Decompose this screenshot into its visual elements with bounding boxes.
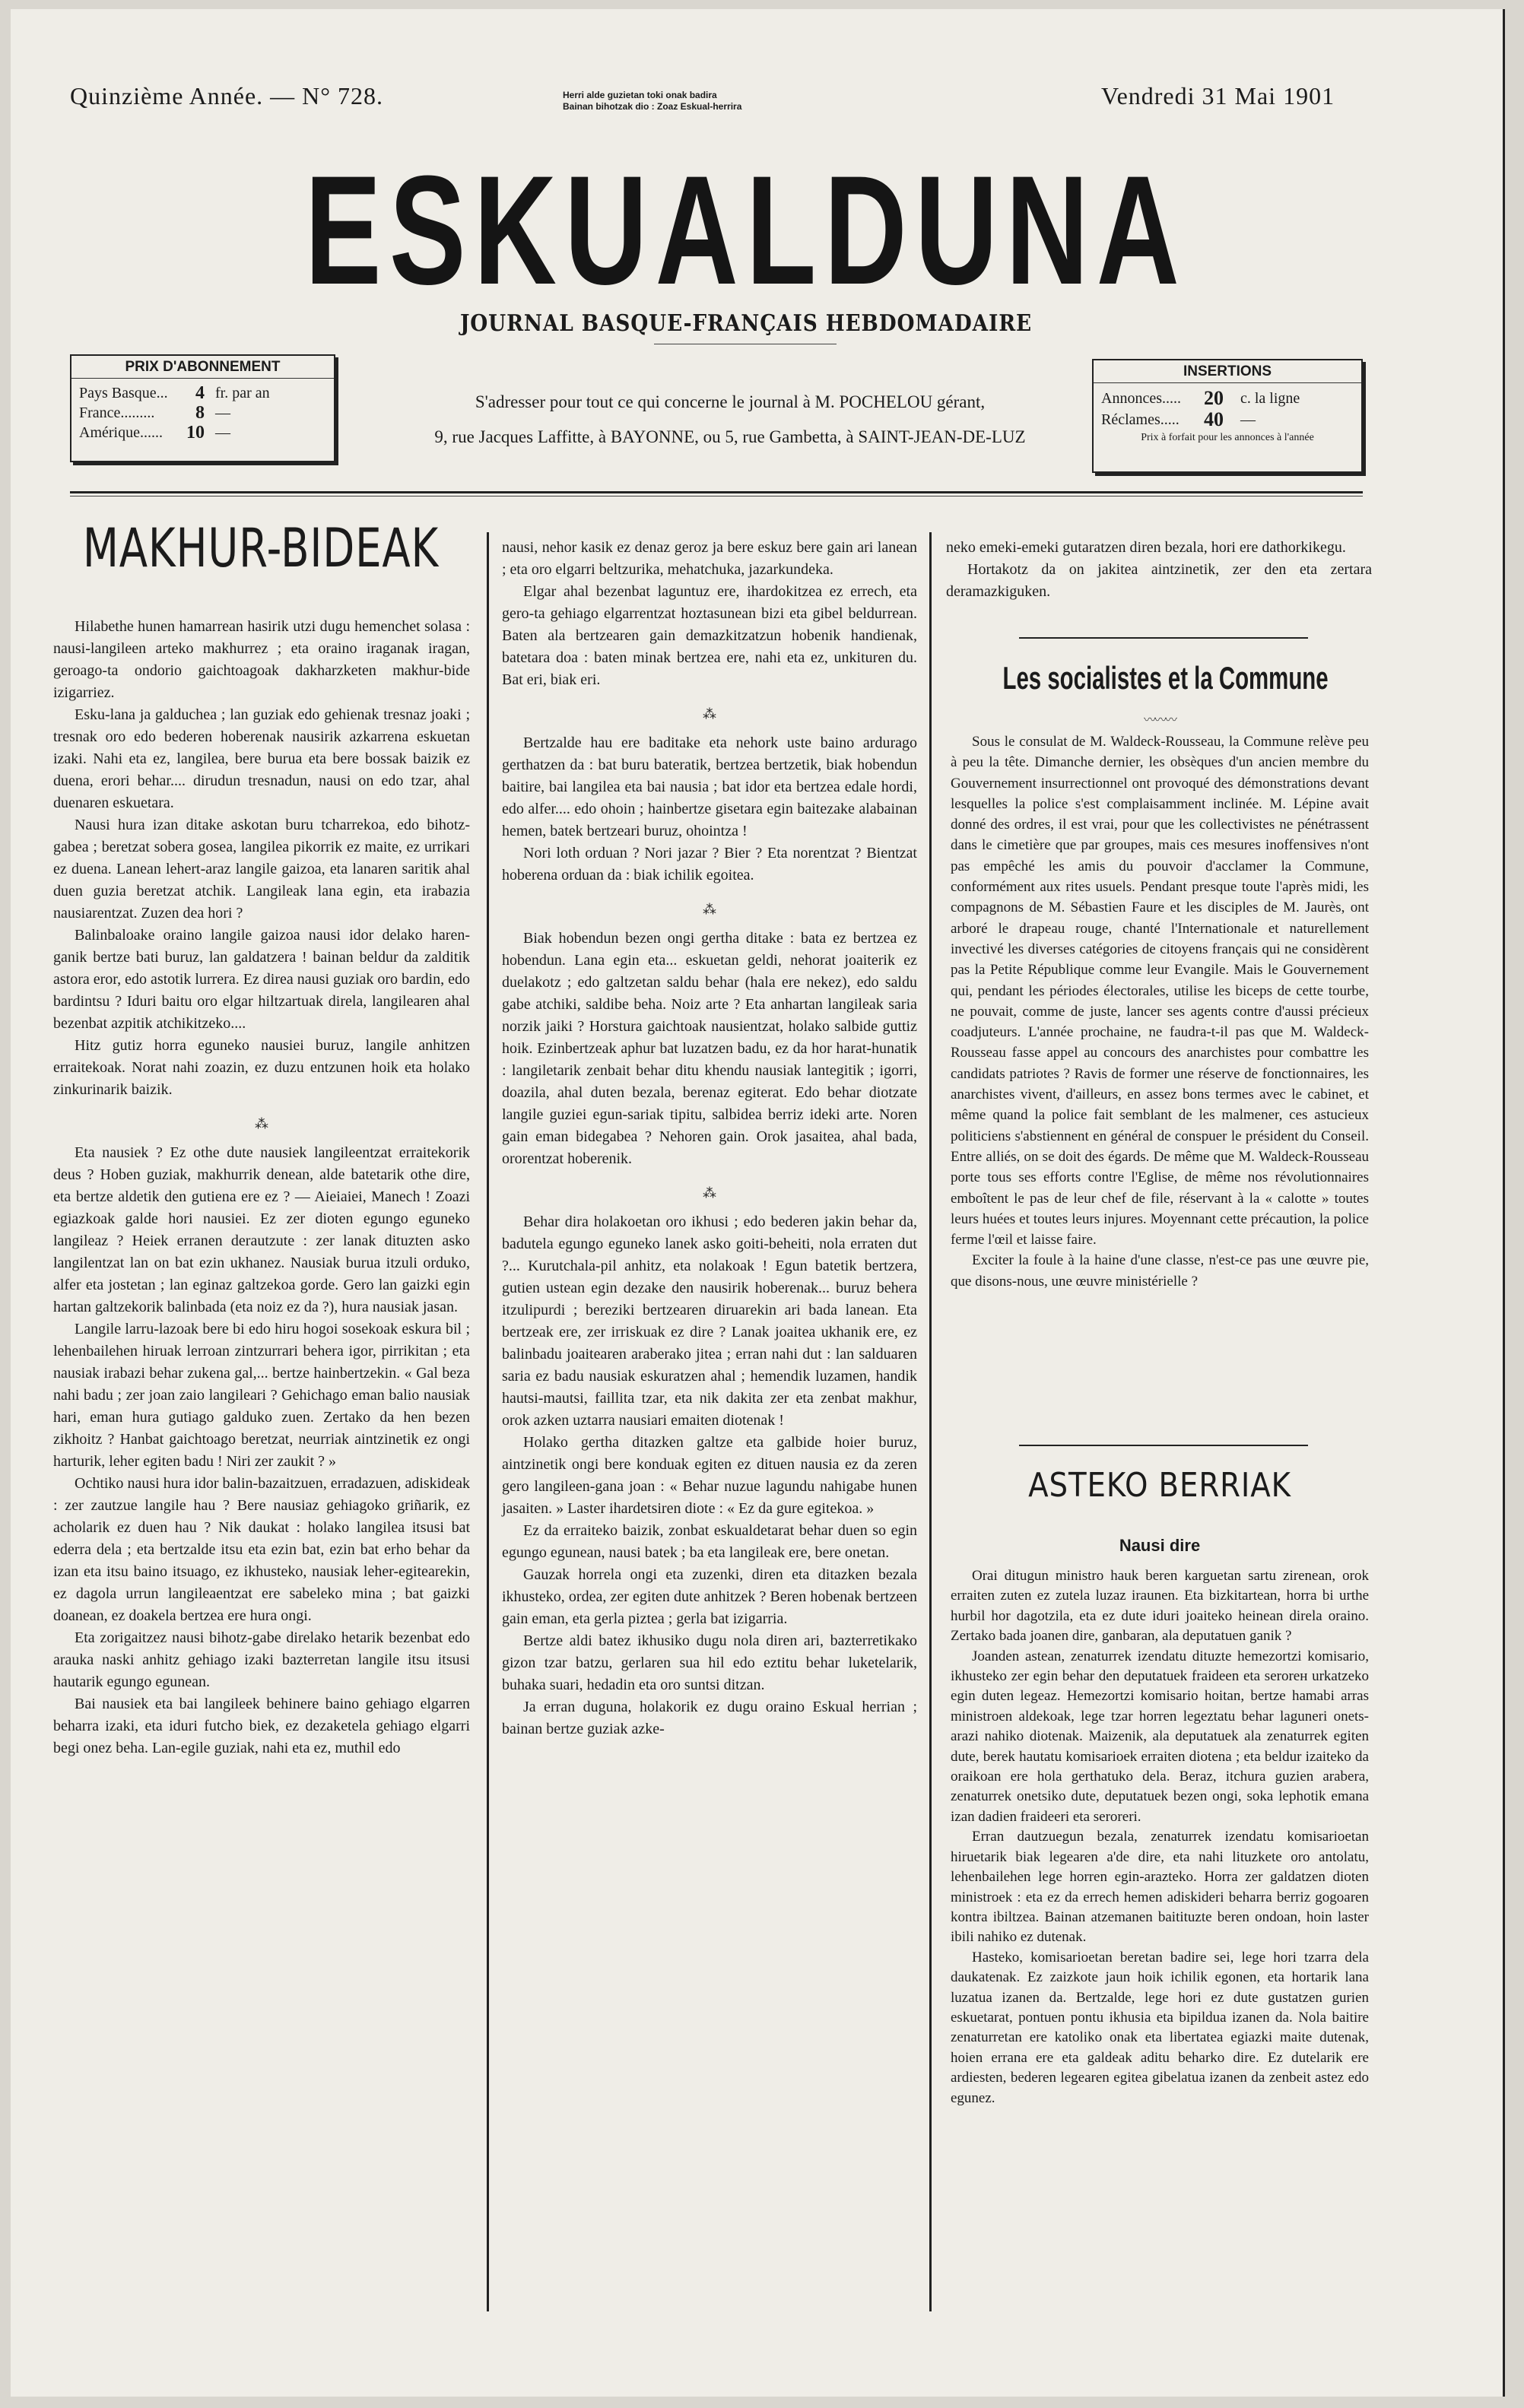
subscription-unit: — (215, 405, 230, 421)
insertions-title: INSERTIONS (1094, 360, 1361, 383)
section-rule (1019, 1445, 1308, 1446)
header-rule-thin (70, 496, 1363, 497)
issue-number: Quinzième Année. — N° 728. (70, 82, 384, 109)
subscription-place: France......... (79, 405, 155, 421)
motto (563, 90, 741, 113)
paragraph: Holako gertha ditazken galtze eta galbide hoier buruz, aintzinetik ongi bere konduak egiten ez dituen nausia ez da zeren gero langileen-gana joan : « Behar nuzue lagundu nahigabe hunen jasaiten. » Laster ihardetsiren diote : « Ez da gure egitekoa. » (502, 1434, 917, 1517)
paragraph: Eta nausiek ? Ez othe dute nausiek langileentzat erraitekorik deus ? Hoben guziak, makhurrik denean, alde batetarik othe dire, eta bertze aldetik den gutiena ere ez ? — Aieiaiei, Manech ! Zoazi egiazkoak galde hori nausiei. Ez zer dioten egungo eguneko langileaz ? Heiek erranen derautzute : zer lanak dituzten asko langilentzat lan on bat ezin ukhanez. Nausiak burua itzuli orduko, alfer eta jostetan ; lan eginaz galtzekoa gorde. Gero lan gaizki egin hartan galtzekorik balinbada (eta noiz ez da ?), hura nausiak jasan. (53, 1144, 470, 1315)
article-asteko-berriak-body (951, 1566, 1369, 2108)
insertions-label: Annonces..... (1101, 390, 1181, 407)
subscription-unit: — (215, 424, 230, 441)
header-rule (70, 491, 1363, 493)
subscription-price: 8 (195, 403, 205, 423)
subscription-row (71, 383, 334, 403)
paragraph: Hitz gutiz horra eguneko nausiei buruz, langile anhitzen erraitekoak. Norat nahi zoazin, ez duzu entzunen hoik eta holako zinkurinarik baizik. (53, 1037, 470, 1098)
paragraph: Ochtiko nausi hura idor balin-bazaitzuen, erradazuen, adiskideak : zer zautzue langile hau ? Bere nausiaz gehiagoko griñarik, ez acholarik ez duen hau ? Nik daukat : holako langilea itsusi bat ederra dela ; eta bertzalde itsu eta ezin bat, ezin bat erho behar da izan eta itsu baino itsuago, ez ikhusteko, nausiak leher-egitearekin, ez dagola urrun langileaentzat ere sabeleko mina ; bat gaizki doanean, ez doakela bertzea ere hura ongi. (53, 1475, 470, 1624)
subscription-box (70, 354, 335, 462)
address-line-1: S'adresser pour tout ce qui concerne le journal à M. POCHELOU gérant, (475, 392, 986, 411)
column-rule (929, 532, 932, 2311)
article-column-1 (53, 616, 470, 1759)
insertions-box (1092, 359, 1363, 473)
paragraph: Joanden astean, zenaturrek izendatu dituzte hemezortzi komisario, ikhusteko zer egin behar den deputatuek fraideen eta serorен urkatzeko egin duten legeaz. Hemezortzi komisario hoitan, bertze hamabi arras ministroen aldekoak, lege tzar horren legeztatu behar lagunеri onets-arazi nahiko diotenak. Maizenik, ala deputatuek ala zenaturrek egiten dute, berek hautatu komisarioek erraiten diotena ; eta beldur izaiteko da oraikoan ere hola gerthatuko dela. Beraz, itchura guzien arabera, zenaturrek onetsiko dute, deputatuek bezen ongi, soka lephotik emana izan dadien fraideeri eta serorеri. (951, 1648, 1369, 1825)
paragraph: Erran dautzuegun bezala, zenaturrek izendatu komisarioetan hiruetarik biak legearen a'de dire, eta nahi lituzkete oro antolatu, lehenbailehen lege horren egin-arazteko. Horra zer galdatzen dioten ministroek : eta ez da errech hemen adiskideri beharra berriz gogoaren kontra ibiltzea. Bainan atzemanen baitituzte beren ondoan, hoin laster ibili nahiko ez dutenak. (951, 1829, 1369, 1946)
paragraph: Hasteko, komisarioetan beretan badire sei, lege hori tzarra dela daukatenak. Ez zaizkote jaun hoik ichilik egonen, eta hortarik lana luzatua izanen da. Bertzalde, lege hori ez dute gustatzen gurien eskuetarat, pontuen pontu ikhusia eta bipildua izanen da. Nola baitire zenaturretan ere katoliko onak eta libertatea egiazki maite dutenak, hoien errana ere eta galdeak aditu beharko dire. Ez dutelarik ere ardiesten, bederen legearen egitea gibelatua izanen da zenbeit astez edo egunez. (951, 1949, 1369, 2106)
issue-date: Vendredi 31 Mai 1901 (1101, 82, 1335, 109)
paragraph: Ja erran duguna, holakorik ez dugu oraino Eskual herrian ; bainan bertze guziak azke- (502, 1699, 917, 1737)
insertions-price: 40 (1204, 408, 1224, 430)
subscription-title: PRIX D'ABONNEMENT (71, 356, 334, 379)
insertions-footer: Prix à forfait pour les annonces à l'année (1141, 432, 1314, 443)
motto-line-2: Bainan bihotzak dio : Zoaz Eskual-herrira (563, 101, 742, 112)
insertions-label: Réclames..... (1101, 411, 1180, 428)
motto-line-1: Herri alde guzietan toki onak badira (563, 90, 717, 100)
article-title-makhur-bideak: MAKHUR-BIDEAK (82, 517, 440, 579)
paragraph: neko emeki-emeki gutaratzen diren bezala, hori ere dathorkikegu. (946, 539, 1346, 556)
paragraph: Behar dira holakoetan oro ikhusi ; edo bederen jakin behar da, badutela egungo eguneko lanek asko goiti-beheiti, nola erraten dut ?... Kurutchala-pil anhitz, eta nolakoak ! Egun batetik bertzera, gutien ustean egin dezake den nausirik hoberenak... buruz behera itzulipurdi ; bereziki bertzearen diruarekin ari bada lanean. Eta bertzeak ere, zer irriskuak ez dire ? Lanak joaitea ukhanik ere, ez balinbadu joaitearen araberako jitea ; erran nahi dut : lan salduaren saria ez badu nausiak eskuratzen ahal ; hemendik luzamen, handik hautsi-mautsi, faillita tzar, eta nik dakita zer eta zenbat makhur, orok azken uztarra nausiari emaiten diotenak ! (502, 1214, 917, 1429)
subscription-place: Pays Basque... (79, 385, 168, 401)
asterism-icon: ⁂ (703, 902, 716, 917)
subscription-row (71, 403, 334, 423)
subscription-place: Amérique...... (79, 424, 163, 441)
asterism-icon: ⁂ (703, 1185, 716, 1201)
paragraph: Elgar ahal bezenbat laguntuz ere, ihardokitzea ez errech, eta gero-ta gehiago elgarrentzat hoztasunean bizi eta gibel beldurrean. Baten ala bertzearen gain demazkitzatzun hobenik handienak, batetara doa : baten minak bertzea ere, nahi eta ez, unkituren du. Bat eri, biak eri. (502, 583, 917, 688)
paragraph: nausi, nehor kasik ez denaz geroz ja bere eskuz bere gain ari lanean ; eta oro elgarri beltzurika, mehatchuka, jazarkundeka. (502, 539, 917, 578)
column-rule (487, 532, 489, 2311)
article-title-asteko-berriak: ASTEKO BERRIAK (1028, 1466, 1291, 1505)
paragraph: Gauzak horrela ongi eta zuzenki, diren eta ditazken bezala ikhusteko, ordea, zer egiten dute anhitzek ? Beren hobenak bertzeen gain eman, eta gerla piztea ; gerla bat izigarria. (502, 1566, 917, 1627)
ornament-divider: 〰〰〰 (1143, 712, 1176, 727)
paragraph: Esku-lana ja galduchea ; lan guziak edo gehienak tresnaz joaki ; tresnak oro edo bederen hoberenak nausirik azkarrena eskuetan izaki. Nahi eta ez, langilea, bere burua eta bere bossak baizik ez duena, erori behar.... dirudun tresnadun, nausi on edo tzar, ahal duenaren eskuetara. (53, 706, 470, 811)
subscription-price: 10 (186, 423, 205, 443)
paragraph: Biak hobendun bezen ongi gertha ditake : bata ez bertzea ez hobendun. Lana egin eta... eskuetan geldi, nehorat joaiterik ez duelakotz ; edo galtzetan saldu behar (hala ere nekez), edo saldu gabe atchiki, saldibe beha. Noiz arte ? Eta anhartan langileak saria norzik jaiki ? Horstura gaichtoak nausientzat, holako salbide guttiz hoik. Ezinbertzeak aphur bat luzatzen badu, ez da hor harat-hunatik : langiletarik zenbait behar ditu khendu nausiak lantegitik ; igorri, doazila, ahal duten bezala, berenaz egiterat. Edo behar diotzate langile guziei egun-sariak tipitu, salbidea berriz ideki arte. Noren gain eman bidegabea ? Nehoren gain. Orok jasaitea, ahal bada, ororentzat hoberenik. (502, 930, 917, 1167)
insertions-unit: — (1240, 411, 1256, 428)
address-line-2: 9, rue Jacques Laffitte, à BAYONNE, ou 5, rue Gambetta, à SAINT-JEAN-DE-LUZ (434, 427, 1026, 446)
paragraph: Orai ditugun ministro hauk beren karguetan sartu zirenean, orok erraiten zuten ez zutela luzaz iraunen. Eta bizkitartean, horra bi urthe hurbil hor dagotzila, eta ez dute iduri joaiteko heinean direla oraino. Zertako bada joanen dire, ganbaran, ala deputatuen ganik ? (951, 1568, 1369, 1645)
insertions-row (1094, 388, 1361, 409)
article-subtitle-nausi-dire: Nausi dire (1119, 1536, 1201, 1555)
section-rule (1019, 637, 1308, 639)
paragraph: Bertze aldi batez ikhusiko dugu nola diren ari, bazterretikako gizon tzar batzu, gerlaren sua hil edo eztitu behar luketelarik, buhaka suari, hedadin eta oro suntsi ditzan. (502, 1632, 917, 1693)
paragraph: Hortakotz da on jakitea aintzinetik, zer den eta zertara deramazkiguken. (946, 561, 1372, 600)
insertions-unit: c. la ligne (1240, 390, 1300, 407)
article-column-2 (502, 537, 917, 1740)
paragraph: Nori loth orduan ? Nori jazar ? Bier ? Eta norentzat ? Bientzat hoberena orduan da : biak ichilik egoitea. (502, 845, 917, 884)
paragraph: Bertzalde hau ere baditake eta nehork uste baino ardurago gerthatzen da : bat buru bateratik, bertzea bertzetik, biak hobendun baitire, bai langilea eta bai nausia ; bat idor eta bertzea edale hordi, edo alfer.... edo ohoin ; hainbertze gisetara egin baitezake alabainan hemen, batek bertzeari buruz, ohointza ! (502, 734, 917, 839)
paragraph: Nausi hura izan ditake askotan buru tcharrekoa, edo bihotz-gabea ; beretzat sobera gosea, langilea pikorrik ez maite, ez urrikari ez duena. Lanean lehert-araz langile gaizoa, eta lanaren saritik ahal duen guzia beretzat atchik. Langileak lana egin, eta irabazia nausiarentzat. Zuzen dea hori ? (53, 817, 470, 922)
paragraph: Bai nausiek eta bai langileek behinere baino gehiago elgarren beharra izaki, eta iduri futcho biek, ez dezaketela gehiago elgarri begi onez beha. Lan-egile guziak, nahi eta ez, muthil edo (53, 1696, 470, 1756)
paragraph: Exciter la foule à la haine d'une classe, n'est-ce pas une œuvre pie, que disons-nous, une œuvre ministérielle ? (951, 1252, 1369, 1290)
paragraph: Hilabethe hunen hamarrean hasirik utzi dugu hemenchet solasa : nausi-langileen arteko makhurrez ; eta oraino iraganak iragan, geroago-ta ondorio gaichtoagoak dakharzketen makhur-bide izigarriez. (53, 618, 470, 701)
insertions-row (1094, 409, 1361, 430)
subscription-row (71, 423, 334, 443)
asterism-icon: ⁂ (703, 706, 716, 722)
masthead-subtitle: JOURNAL BASQUE-FRANÇAIS HEBDOMADAIRE (459, 310, 1033, 337)
subscription-unit: fr. par an (215, 385, 270, 401)
insertions-price: 20 (1204, 387, 1224, 409)
paragraph: Langile larru-lazoak bere bi edo hiru hogoi sosekoak eskura bil ; lehenbailehen hiruak lerroan zintzurrari behera igor, pirrikitan ; eta nausiak irabazi behar zukena gal,... bertze hainbertzekin. « Gal beza nahi badu ; zer joan zaio langileari ? Gehichago eman balio nausiak hari, eman hura gutiago galduko zuen. Zertako da hen bezen zikhoitz ? Hanbat gaichtoago beretzat, neurriak aintzinetik ez ongi harturik, leher egiten badu ! Niri zer zaukit ? » (53, 1321, 470, 1470)
article-column-3 (946, 537, 1372, 603)
masthead-title: ESKUALDUNA (304, 144, 1188, 317)
paragraph: Ez da erraiteko baizik, zonbat eskualdetarat behar duen so egin egungo egunean, nausi batek ; ba eta langileak ere, bere onetan. (502, 1522, 917, 1561)
paragraph: Balinbaloake oraino langile gaizoa nausi idor delako haren-ganik bertze bati buruz, lan galdatzera ! bainan beldur da zalditik astora eror, edo astotik lurrera. Ez direa nausi guziak oro bardin, edo bardintsu ? Iduri baitu oro elgar hiltzartuak direla, langilearen ahal bezenbat azpitik atchikitzeko.... (53, 927, 470, 1032)
paragraph: Sous le consulat de M. Waldeck-Rousseau, la Commune relève peu à peu la tête. Dimanche dernier, les obsèques d'un ancien membre du Gouvernement insurrectionnel ont provoqué des démonstrations devant lesquelles la police s'est complaisamment inclinée. M. Lépine avait donné des ordres, il est vrai, pour que les collectivistes ne pénétrassent dans le cimetière que par groupes, mais ces mesures inoffensives n'ont pas empêché les amis du pouvoir d'acclamer la Commune, conformément aux rites usuels. Pendant presque toute l'après midi, les compagnons de M. Sébastien Faure et les disciples de M. Jaurès, ont arboré le drapeau rouge, chanté l'Internationale et naturellement invectivé les diverses catégories de citoyens français qui ne considèrent pas la Petite République comme leur Evangile. Mais le Gouvernement qui, pendant les périodes électorales, utilise les biceps de cette tourbe, ne pouvait, comme de juste, lancer ses agents contre d'aussi précieux coadjuteurs. L'année prochaine, ne faudra-t-il pas que M. Waldeck-Rousseau fasse appel au concours des anarchistes pour combattre les candidats patriotes ? Ravis de former une réserve de fonctionnaires, les anarchistes vivent, d'ailleurs, en assez bons termes avec le cabinet, et même quand la police fait semblant de les malmener, ces astucieux politiciens s'abstiennent en général de conspuer le président du Conseil. Entre alliés, on se doit des égards. De même que M. Waldeck-Rousseau porte tous ses efforts contre l'Eglise, de même nos révolutionnaires emboîtent le pas de leur chef de file, réservant à la « calotte » toutes leurs huées et toutes leurs injures. Moyennant cette précaution, la police ferme l'œil et laisse faire. (951, 734, 1369, 1248)
article-socialistes-body (951, 731, 1369, 1292)
asterism-icon: ⁂ (255, 1116, 268, 1131)
paragraph: Eta zorigaitzez nausi bihotz-gabe direlako hetarik bezenbat edo arauka naski anhitz gehiago izaki bazterretan langile itsu itsusi hautarik egungo egunean. (53, 1629, 470, 1690)
article-title-socialistes: Les socialistes et la Commune (1002, 660, 1329, 696)
subscription-price: 4 (195, 383, 205, 403)
